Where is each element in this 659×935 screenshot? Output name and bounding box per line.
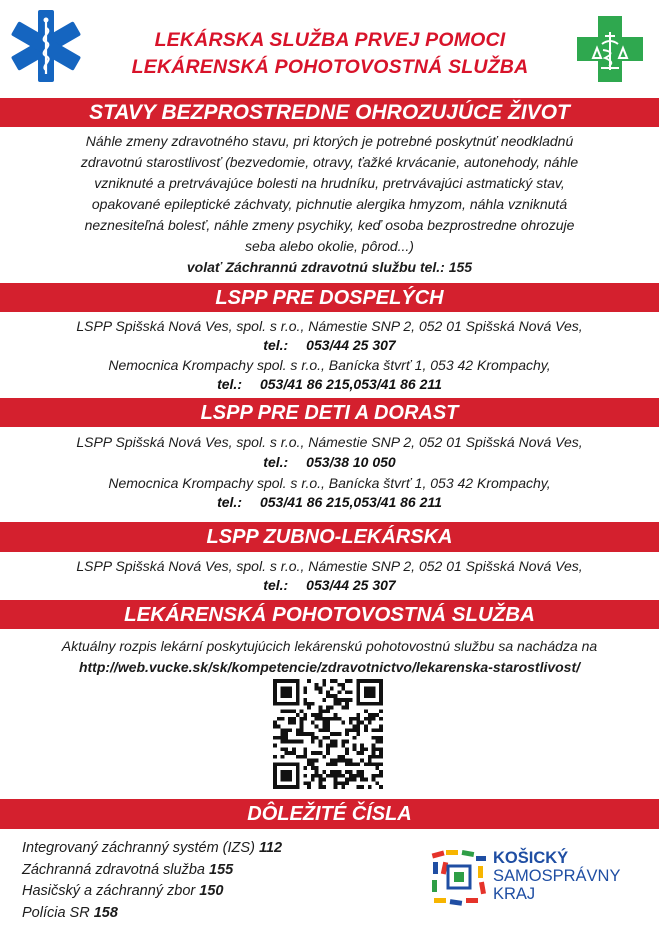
children-address-2: Nemocnica Krompachy spol. s r.o., Banícka štvrť 1, 053 42 Krompachy, (108, 475, 551, 491)
dental-phone-1 (0, 577, 659, 593)
list-item: Hasičský a záchranný zbor 150 (22, 883, 224, 899)
phone-number: 053/44 25 307 (306, 577, 396, 593)
pharmacy-text: Aktuálny rozpis lekární poskytujúcich lekárenskú pohotovostnú službu sa nachádza na (61, 638, 598, 654)
list-item: Záchranná zdravotná služba 155 (22, 861, 234, 878)
section-heading-dental: LSPP ZUBNO-LEKÁRSKA (0, 522, 659, 552)
adults-address-2: Nemocnica Krompachy spol. s r.o., Banícka štvrť 1, 053 42 Krompachy, (108, 357, 551, 373)
section-heading-important: DÔLEŽITÉ ČÍSLA (0, 799, 659, 829)
phone-label: tel.: (263, 577, 289, 593)
children-address-1: LSPP Spišská Nová Ves, spol. s r.o., Námestie SNP 2, 052 01 Spišská Nová Ves, (76, 434, 583, 450)
pharmacy-cross-icon (575, 14, 645, 84)
star-of-life-icon (8, 8, 84, 84)
list-item: Polícia SR 158 (22, 904, 118, 921)
adults-address-1: LSPP Spišská Nová Ves, spol. s r.o., Námestie SNP 2, 052 01 Spišská Nová Ves, (76, 318, 583, 334)
qr-code-icon[interactable] (273, 679, 383, 789)
phone-number: 053/41 86 215,053/41 86 211 (259, 494, 442, 510)
phone-label: tel.: (263, 454, 289, 470)
emergency-line: zdravotnú starostlivosť (bezvedomie, otravy, ťažké krvácanie, autonehody, náhle (80, 154, 579, 170)
adults-phone-2 (0, 376, 659, 392)
emergency-line: seba alebo okolie, pôrod...) (245, 238, 414, 254)
emergency-line: neznesiteľná bolesť, náhle zmeny psychiky, keď osoba bezprostredne ohrozuje (84, 217, 575, 233)
header-title-line2: LEKÁRENSKÁ POHOTOVOSTNÁ SLUŽBA (131, 56, 529, 78)
ksk-logo-icon (430, 848, 490, 908)
emergency-line: Náhle zmeny zdravotného stavu, pri ktorých je potrebné poskytnúť neodkladnú (85, 133, 574, 149)
header-title-line1: LEKÁRSKA SLUŽBA PRVEJ POMOCI (154, 29, 506, 51)
section-heading-children: LSPP PRE DETI A DORAST (0, 398, 659, 427)
section-heading-emergency: STAVY BEZPROSTREDNE OHROZUJÚCE ŽIVOT (0, 98, 659, 127)
section-heading-pharmacy: LEKÁRENSKÁ POHOTOVOSTNÁ SLUŽBA (0, 600, 659, 629)
dental-address-1: LSPP Spišská Nová Ves, spol. s r.o., Námestie SNP 2, 052 01 Spišská Nová Ves, (76, 558, 583, 574)
ksk-line-1: KOŠICKÝ (493, 849, 569, 867)
adults-phone-1 (0, 337, 659, 353)
emergency-call-text: volať Záchrannú zdravotnú službu tel.: 155 (186, 259, 473, 275)
phone-label: tel.: (217, 376, 242, 392)
emergency-line: opakované epileptické záchvaty, pichnutie alergika hmyzom, náhla vzniknutá (91, 196, 568, 212)
important-numbers-list (22, 838, 282, 924)
ksk-text (493, 849, 620, 903)
list-item: Integrovaný záchranný systém (IZS) 112 (22, 840, 283, 856)
pharmacy-link[interactable]: http://web.vucke.sk/sk/kompetencie/zdravotnictvo/lekarenska-starostlivost/ (78, 659, 581, 675)
phone-label: tel.: (263, 337, 289, 353)
phone-number: 053/44 25 307 (306, 337, 396, 353)
phone-number: 053/38 10 050 (306, 454, 396, 470)
phone-label: tel.: (217, 494, 242, 510)
ksk-line-2: SAMOSPRÁVNY (493, 867, 621, 885)
emergency-line: vzniknuté a pretrvávajúce bolesti na hrudníku, pretrvávajúci astmatický stav, (94, 175, 565, 191)
phone-number: 053/41 86 215,053/41 86 211 (259, 376, 442, 392)
children-phone-2 (0, 494, 659, 510)
children-phone-1 (0, 454, 659, 470)
section-heading-adults: LSPP PRE DOSPELÝCH (0, 283, 659, 312)
ksk-line-3: KRAJ (493, 885, 536, 903)
